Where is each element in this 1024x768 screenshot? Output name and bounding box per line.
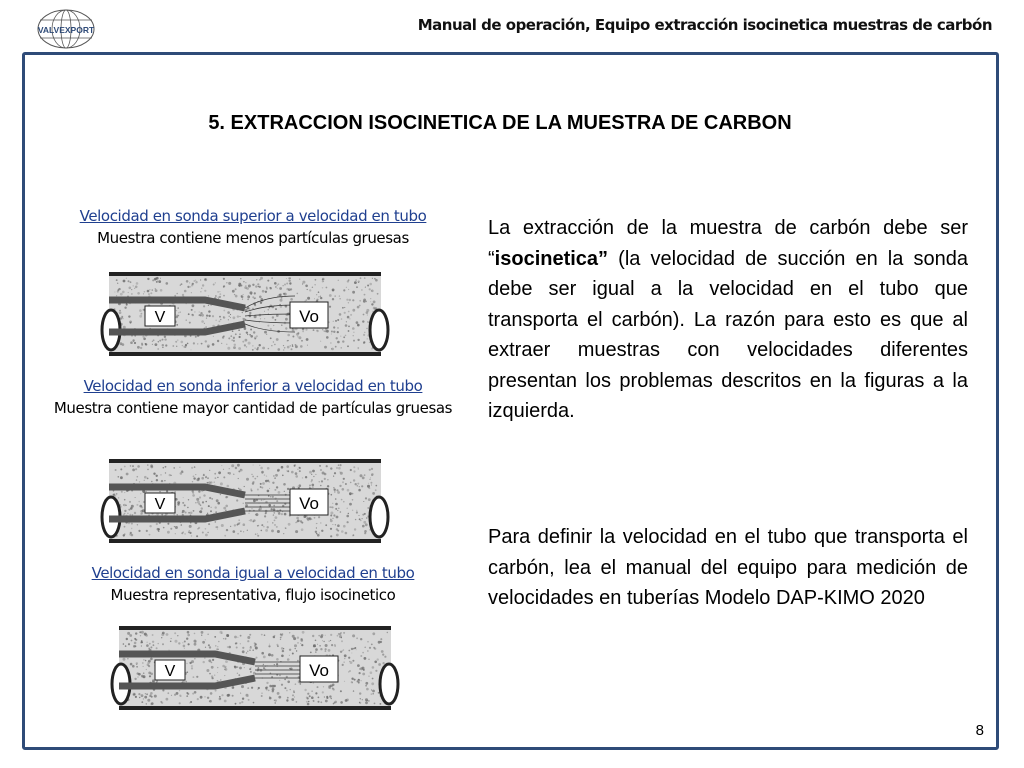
pipe-svg [105,622,405,714]
figure-link-2[interactable]: Velocidad en sonda inferior a velocidad en tubo [83,377,423,395]
figure-caption-2 [40,375,466,419]
figure-desc-3: Muestra representativa, flujo isocinetico [110,586,396,604]
figure-caption-3 [40,562,466,606]
pipe-svg [95,268,395,360]
probe-velocity-label: V [164,663,176,680]
svg-text:VALVEXPORT: VALVEXPORT [37,25,95,35]
probe-velocity-label: V [154,309,166,326]
figure-desc-2: Muestra contiene mayor cantidad de partículas gruesas [53,399,453,417]
probe-velocity-label: V [154,496,166,513]
pipe-velocity-label: Vo [309,661,329,680]
figure-link-1[interactable]: Velocidad en sonda superior a velocidad en tubo [79,207,427,225]
pipe-diagram-1 [95,268,395,365]
slide-title: 5. EXTRACCION ISOCINETICA DE LA MUESTRA DE CARBON [208,112,792,134]
figure-desc-1: Muestra contiene menos partículas gruesas [97,229,409,247]
valvexport-logo [34,8,98,50]
figure-caption-1 [40,205,466,249]
figure-link-3[interactable]: Velocidad en sonda igual a velocidad en tubo [91,564,415,582]
pipe-diagram-2 [95,455,395,552]
paragraph-text: La extracción de la muestra de carbón debe ser “ [488,217,968,270]
pipe-velocity-label: Vo [299,494,319,513]
paragraph-text: (la velocidad de succión en la sonda debe ser igual a la velocidad en el tubo que transporta el carbón). La razón para esto es que al extraer muestras con velocidades diferentes presentan los problemas descritos en la figuras a la izquierda. [488,247,968,422]
pipe-svg [95,455,395,547]
paragraph-velocity: Para definir la velocidad en el tubo que transporta el carbón, lea el manual del equipo para medición de velocidades en tuberías Modelo DAP-KIMO 2020 [488,526,968,609]
paragraph-isokinetic [488,213,968,427]
header-title: Manual de operación, Equipo extracción isocinetica muestras de carbón [417,16,992,34]
pipe-velocity-label: Vo [299,307,319,326]
isocinetica-bold: isocinetica” [494,247,609,270]
pipe-diagram-3 [105,622,405,719]
page-number: 8 [975,722,984,739]
